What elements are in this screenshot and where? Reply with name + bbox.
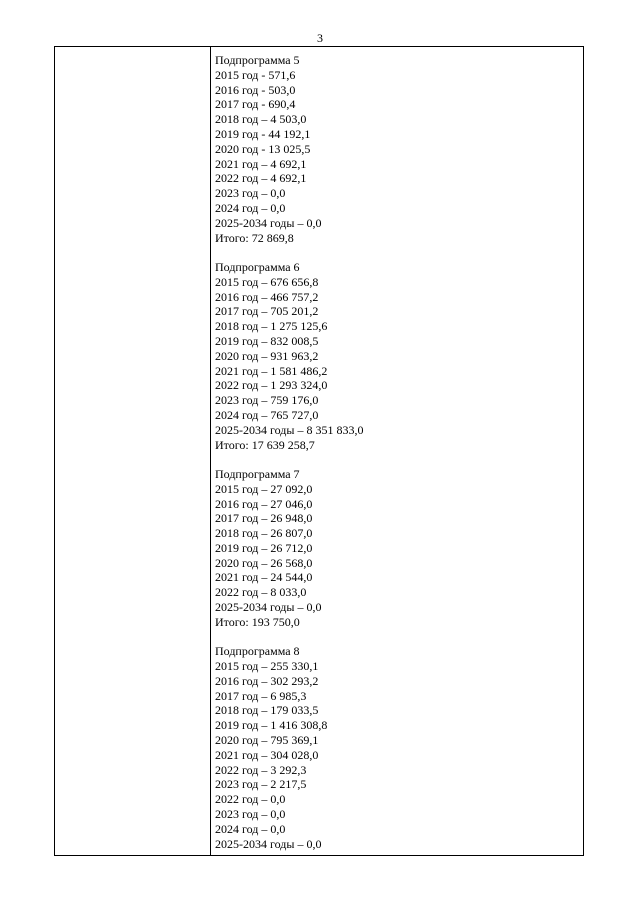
funding-line: 2024 год – 765 727,0 <box>215 407 319 422</box>
funding-line: 2019 год - 44 192,1 <box>215 126 311 141</box>
subprogram-block <box>215 53 577 245</box>
funding-line: 2020 год – 931 963,2 <box>215 348 319 363</box>
funding-line: 2017 год - 690,4 <box>215 97 296 112</box>
column-divider <box>210 47 211 855</box>
funding-line: 2021 год – 304 028,0 <box>215 747 319 762</box>
funding-line: 2016 год – 302 293,2 <box>215 673 319 688</box>
funding-line: 2021 год – 4 692,1 <box>215 156 307 171</box>
funding-line: 2015 год – 255 330,1 <box>215 659 319 674</box>
funding-line: 2022 год – 4 692,1 <box>215 171 307 186</box>
funding-line: 2023 год – 0,0 <box>215 186 286 201</box>
subprogram-title: Подпрограмма 7 <box>215 466 300 481</box>
funding-line: 2025-2034 годы – 0,0 <box>215 215 322 230</box>
funding-line: 2025-2034 годы – 8 351 833,0 <box>215 422 364 437</box>
subprogram-title: Подпрограмма 6 <box>215 259 300 274</box>
funding-line: 2016 год – 466 757,2 <box>215 289 319 304</box>
funding-line: 2023 год – 2 217,5 <box>215 777 307 792</box>
funding-line: 2023 год – 0,0 <box>215 807 286 822</box>
subprogram-block <box>215 260 577 452</box>
funding-line: 2021 год – 1 581 486,2 <box>215 363 328 378</box>
funding-line: 2022 год – 8 033,0 <box>215 585 307 600</box>
subprogram-title: Подпрограмма 8 <box>215 644 300 659</box>
funding-line: 2015 год - 571,6 <box>215 67 296 82</box>
funding-line: 2016 год – 27 046,0 <box>215 496 313 511</box>
funding-line: 2018 год – 179 033,5 <box>215 703 319 718</box>
funding-line: 2020 год - 13 025,5 <box>215 141 311 156</box>
funding-line: 2017 год – 705 201,2 <box>215 304 319 319</box>
funding-line: Итого: 17 639 258,7 <box>215 437 315 452</box>
funding-line: 2022 год – 3 292,3 <box>215 762 307 777</box>
funding-line: 2022 год – 0,0 <box>215 792 286 807</box>
funding-line: 2016 год - 503,0 <box>215 82 296 97</box>
funding-line: 2025-2034 годы – 0,0 <box>215 600 322 615</box>
funding-line: 2024 год – 0,0 <box>215 821 286 836</box>
funding-line: 2019 год – 1 416 308,8 <box>215 718 328 733</box>
page-number: 3 <box>317 31 323 45</box>
funding-line: 2025-2034 годы – 0,0 <box>215 836 322 851</box>
subprogram-title: Подпрограмма 5 <box>215 53 300 67</box>
funding-cell <box>215 53 577 851</box>
funding-line: 2015 год – 27 092,0 <box>215 481 313 496</box>
funding-line: 2018 год – 4 503,0 <box>215 112 307 127</box>
funding-line: 2020 год – 26 568,0 <box>215 555 313 570</box>
funding-line: 2022 год – 1 293 324,0 <box>215 378 328 393</box>
funding-line: 2018 год – 1 275 125,6 <box>215 319 328 334</box>
funding-line: 2018 год – 26 807,0 <box>215 526 313 541</box>
funding-line: 2023 год – 759 176,0 <box>215 393 319 408</box>
funding-line: 2020 год – 795 369,1 <box>215 733 319 748</box>
funding-line: 2021 год – 24 544,0 <box>215 570 313 585</box>
funding-line: 2024 год – 0,0 <box>215 200 286 215</box>
funding-line: 2017 год – 26 948,0 <box>215 511 313 526</box>
funding-line: 2019 год – 26 712,0 <box>215 540 313 555</box>
subprogram-block <box>215 644 577 851</box>
funding-line: Итого: 193 750,0 <box>215 614 300 629</box>
funding-line: 2015 год – 676 656,8 <box>215 274 319 289</box>
subprogram-block <box>215 467 577 630</box>
funding-table <box>54 46 584 856</box>
funding-line: 2019 год – 832 008,5 <box>215 333 319 348</box>
funding-line: Итого: 72 869,8 <box>215 230 294 245</box>
funding-line: 2017 год – 6 985,3 <box>215 688 307 703</box>
